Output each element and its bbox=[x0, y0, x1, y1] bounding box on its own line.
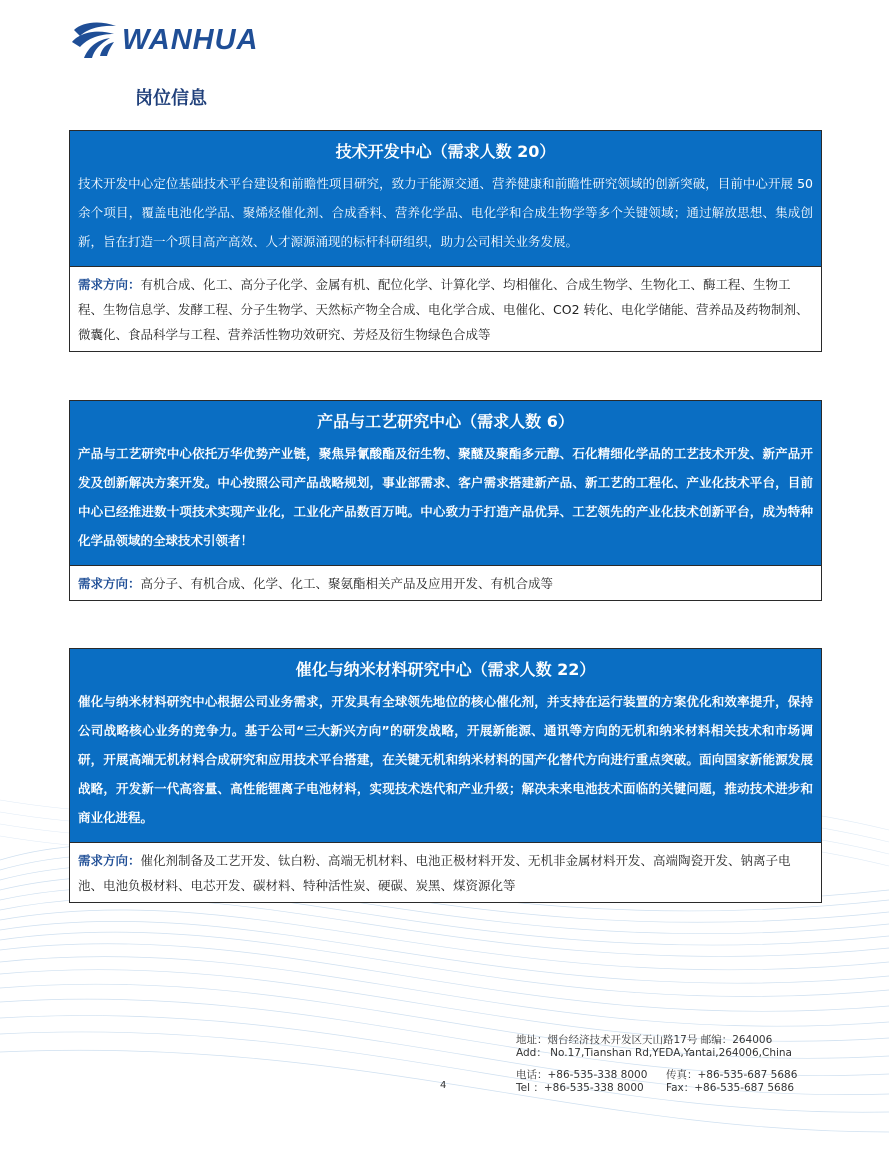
tel-en: Tel ：+86-535-338 8000 bbox=[516, 1082, 644, 1094]
company-logo bbox=[70, 18, 259, 62]
department-block-tech-dev bbox=[69, 130, 822, 352]
block-requirements bbox=[70, 266, 821, 351]
page-number: 4 bbox=[440, 1080, 447, 1091]
block-title: 产品与工艺研究中心（需求人数 6） bbox=[317, 412, 574, 431]
block-description: 催化与纳米材料研究中心根据公司业务需求，开发具有全球领先地位的核心催化剂，并支持在运行装置的方案优化和效率提升，保持公司战略核心业务的竞争力。基于公司“三大新兴方向”的研发战略，开展新能源、通讯等方向的无机和纳米材料相关技术和市场调研，开展高端无机材料合成研究和应用技术平台搭建，在关键无机和纳米材料的国产化替代方向进行重点突破。面向国家新能源发展战略，开发新一代高容量、高性能锂离子电池材料，实现技术迭代和产业升级；解决未来电池技术面临的关键问题，推动技术进步和商业化进程。 bbox=[78, 694, 813, 825]
wanhua-logo-mark-icon bbox=[70, 20, 118, 60]
block-title: 技术开发中心（需求人数 20） bbox=[335, 142, 556, 161]
requirements-label: 需求方向： bbox=[78, 853, 141, 868]
block-description: 产品与工艺研究中心依托万华优势产业链，聚焦异氰酸酯及衍生物、聚醚及聚酯多元醇、石化精细化学品的工艺技术开发、新产品开发及创新解决方案开发。中心按照公司产品战略规划，事业部需求、客户需求搭建新产品、新工艺的工程化、产业化技术平台，目前中心已经推进数十项技术实现产业化，工业化产品数百万吨。中心致力于打造产品优异、工艺领先的产业化技术创新平台，成为特种化学品领域的全球技术引领者！ bbox=[78, 446, 813, 548]
tel-cn: 电话：+86-535-338 8000 bbox=[516, 1069, 648, 1081]
block-requirements bbox=[70, 565, 821, 600]
block-title: 催化与纳米材料研究中心（需求人数 22） bbox=[295, 660, 596, 679]
section-title: 岗位信息 bbox=[135, 88, 207, 109]
block-description: 技术开发中心定位基础技术平台建设和前瞻性项目研究，致力于能源交通、营养健康和前瞻性研究领域的创新突破，目前中心开展 50 余个项目，覆盖电池化学品、聚烯烃催化剂、合成香料、营养化学品、电化学和合成生物学等多个关键领域；通过解放思想、集成创新，旨在打造一个项目高产高效、人才源源涌现的标杆科研组织，助力公司相关业务发展。 bbox=[78, 176, 813, 249]
logo-text: WANHUA bbox=[122, 23, 259, 56]
fax-en: Fax：+86-535-687 5686 bbox=[666, 1082, 795, 1094]
address-cn: 地址：烟台经济技术开发区天山路17号 邮编：264006 bbox=[516, 1034, 773, 1046]
requirements-text: 催化剂制备及工艺开发、钛白粉、高端无机材料、电池正极材料开发、无机非金属材料开发、高端陶瓷开发、钠离子电池、电池负极材料、电芯开发、碳材料、特种活性炭、硬碳、炭黑、煤资源化等 bbox=[78, 853, 791, 893]
requirements-text: 高分子、有机合成、化学、化工、聚氨酯相关产品及应用开发、有机合成等 bbox=[140, 576, 554, 591]
block-requirements bbox=[70, 842, 821, 902]
block-header bbox=[70, 649, 821, 842]
requirements-text: 有机合成、化工、高分子化学、金属有机、配位化学、计算化学、均相催化、合成生物学、生物化工、酶工程、生物工程、生物信息学、发酵工程、分子生物学、天然标产物全合成、电化学合成、电催化、CO2 转化、电化学储能、营养品及药物制剂、微囊化、食品科学与工程、营养活性物功效研究、芳烃及衍生物绿色合成等 bbox=[78, 277, 809, 342]
footer-contact bbox=[516, 1034, 797, 1095]
block-header bbox=[70, 131, 821, 266]
requirements-label: 需求方向： bbox=[78, 277, 141, 292]
fax-cn: 传真：+86-535-687 5686 bbox=[666, 1069, 798, 1081]
address-en: Add： No.17,Tianshan Rd,YEDA,Yantai,264006,China bbox=[516, 1047, 792, 1059]
department-block-catalysis-nano bbox=[69, 648, 822, 903]
block-header bbox=[70, 401, 821, 565]
department-block-product-process bbox=[69, 400, 822, 601]
requirements-label: 需求方向： bbox=[78, 576, 141, 591]
